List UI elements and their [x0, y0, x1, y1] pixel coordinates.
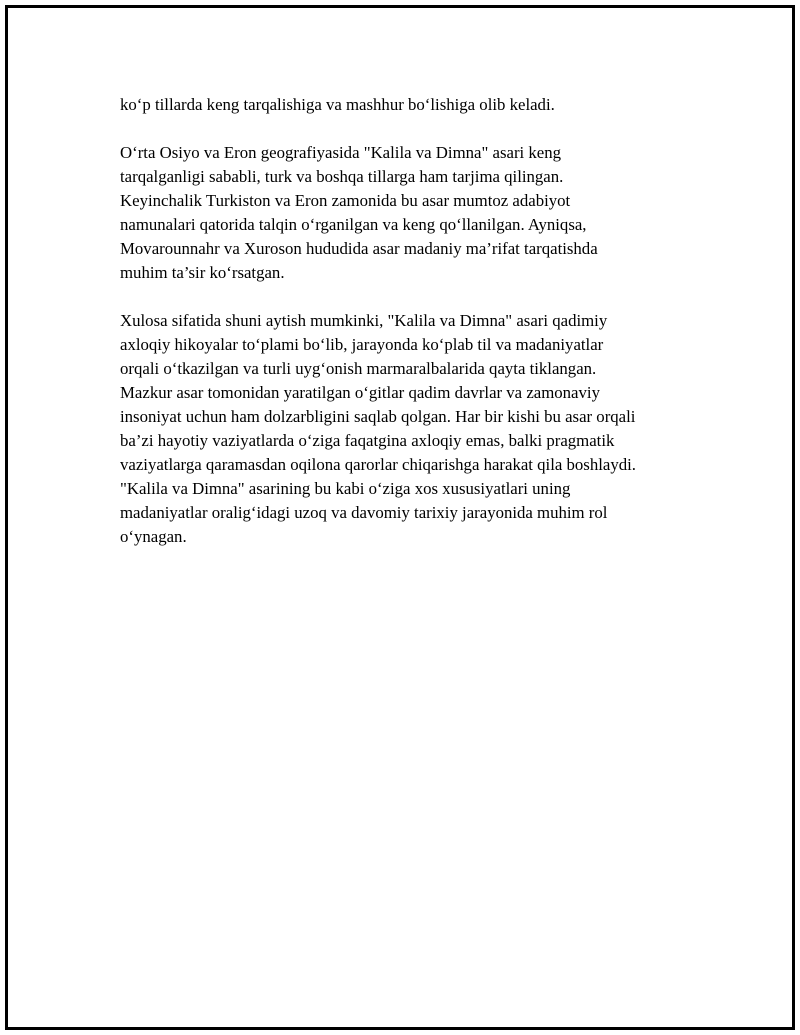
text-line: ko‘p tillarda keng tarqalishiga va mashhur bo‘lishiga olib keladi.: [120, 95, 555, 114]
paragraph-3: [120, 309, 710, 549]
text-line: Keyinchalik Turkiston va Eron zamonida bu asar mumtoz adabiyot: [120, 191, 571, 210]
text-line: Xulosa sifatida shuni aytish mumkinki, "Kalila va Dimna" asari qadimiy: [120, 311, 608, 330]
text-line: O‘rta Osiyo va Eron geografiyasida "Kalila va Dimna" asari keng: [120, 143, 562, 162]
text-line: orqali o‘tkazilgan va turli uyg‘onish marmaralbalarida qayta tiklangan.: [120, 359, 597, 378]
text-line: Mazkur asar tomonidan yaratilgan o‘gitlar qadim davrlar va zamonaviy: [120, 383, 600, 402]
paragraph-1: [120, 93, 710, 117]
text-line: ba’zi hayotiy vaziyatlarda o‘ziga faqatgina axloqiy emas, balki pragmatik: [120, 431, 615, 450]
document-body: [120, 93, 710, 573]
text-line: muhim ta’sir ko‘rsatgan.: [120, 263, 285, 282]
text-line: axloqiy hikoyalar to‘plami bo‘lib, jarayonda ko‘plab til va madaniyatlar: [120, 335, 604, 354]
text-line: insoniyat uchun ham dolzarbligini saqlab qolgan. Har bir kishi bu asar orqali: [120, 407, 636, 426]
text-line: madaniyatlar oralig‘idagi uzoq va davomiy tarixiy jarayonida muhim rol: [120, 503, 608, 522]
paragraph-2: [120, 141, 710, 285]
text-line: vaziyatlarga qaramasdan oqilona qarorlar chiqarishga harakat qila boshlaydi.: [120, 455, 636, 474]
document-page: [5, 5, 795, 1030]
text-line: "Kalila va Dimna" asarining bu kabi o‘ziga xos xususiyatlari uning: [120, 479, 571, 498]
text-line: Movarounnahr va Xuroson hududida asar madaniy ma’rifat tarqatishda: [120, 239, 598, 258]
text-line: o‘ynagan.: [120, 527, 187, 546]
text-line: namunalari qatorida talqin o‘rganilgan va keng qo‘llanilgan. Ayniqsa,: [120, 215, 587, 234]
text-line: tarqalganligi sababli, turk va boshqa tillarga ham tarjima qilingan.: [120, 167, 564, 186]
